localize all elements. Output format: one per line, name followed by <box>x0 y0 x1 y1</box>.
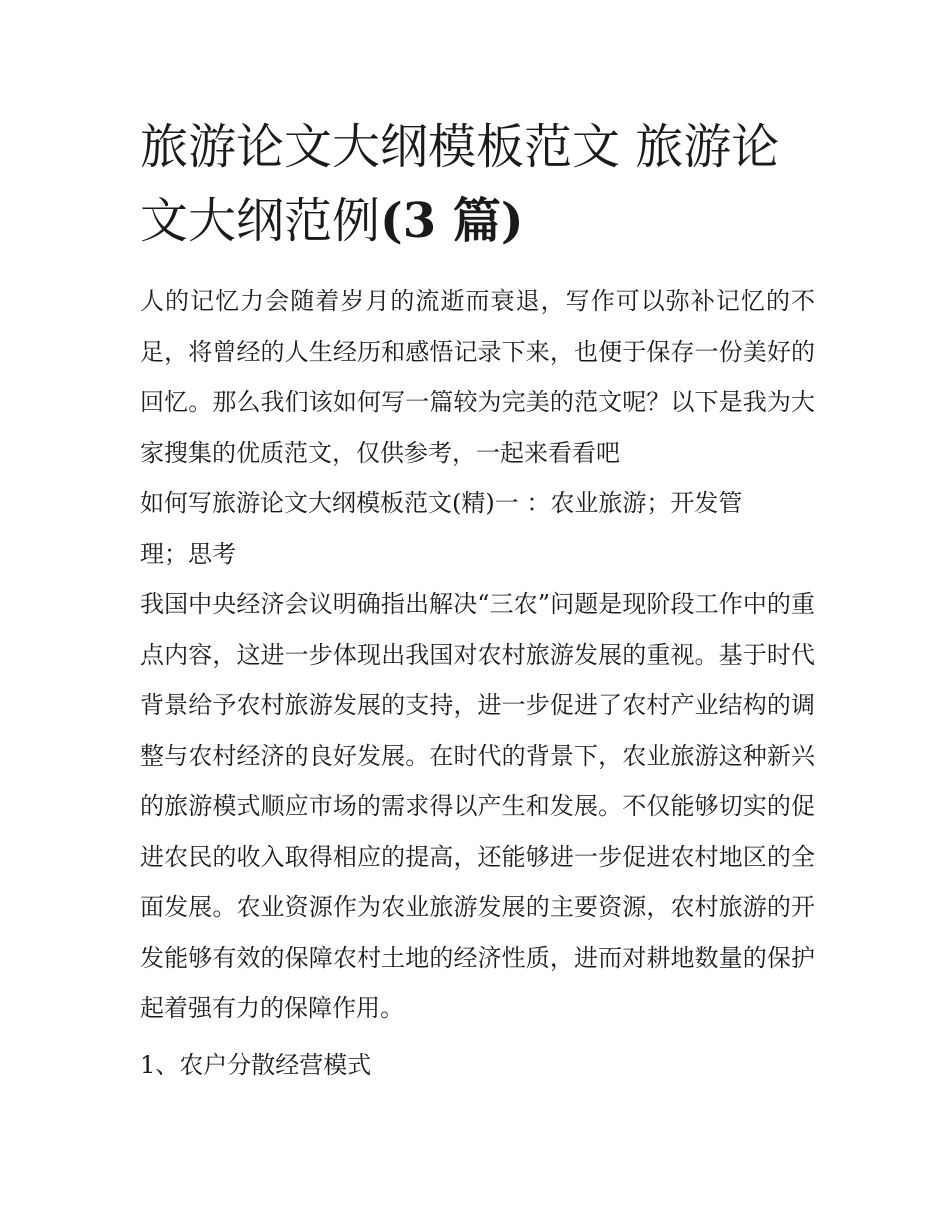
document-page <box>140 110 815 1090</box>
title-count: (3 篇) <box>380 193 524 249</box>
intro-paragraph: 人的记忆力会随着岁月的流逝而衰退，写作可以弥补记忆的不足，将曾经的人生经历和感悟记录下来，也便于保存一份美好的回忆。那么我们该如何写一篇较为完美的范文呢？以下是我为大家搜集的优质范文，仅供参考，一起来看看吧 <box>140 287 815 467</box>
document-title <box>140 110 815 258</box>
title-text: 旅游论文大纲模板范文 旅游论文大纲范例 <box>140 119 780 249</box>
body-paragraph: 我国中央经济会议明确指出解决“三农”问题是现阶段工作中的重点内容，这进一步体现出我国对农村旅游发展的重视。基于时代背景给予农村旅游发展的支持，进一步促进了农村产业结构的调整与农村经济的良好发展。在时代的背景下，农业旅游这种新兴的旅游模式顺应市场的需求得以产生和发展。不仅能够切实的促进农民的收入取得相应的提高，还能够进一步促进农村地区的全面发展。农业资源作为农业旅游发展的主要资源，农村旅游的开发能够有效的保障农村土地的经济性质，进而对耕地数量的保护起着强有力的保障作用。 <box>140 590 815 1022</box>
keywords-paragraph: 如何写旅游论文大纲模板范文(精)一 ：农业旅游；开发管理；思考 <box>140 489 743 568</box>
section-heading: 1、农户分散经营模式 <box>140 1050 372 1079</box>
